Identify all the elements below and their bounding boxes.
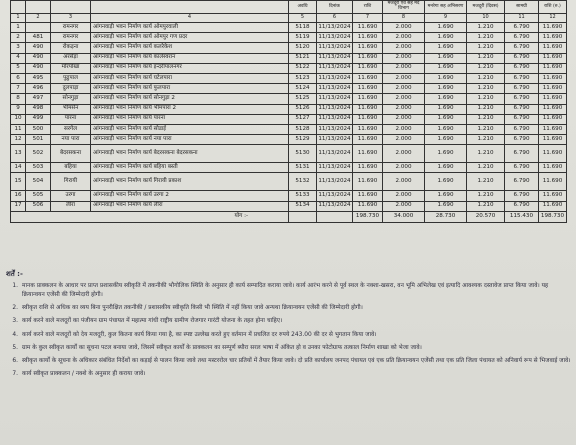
table-cell: 16	[11, 191, 26, 201]
condition-text: कार्य करने वाले मजदूरों को देय मजदूरी, कुल कितना कार्य किया गया है, का स्पष्ट उल्लेख करते हुए वर्तमान में प्रचलित दर रुपये 243.00 की दर से भुगतान किया जावे।	[22, 331, 377, 338]
table-cell: 8	[11, 94, 26, 104]
column-number-cell: 11	[505, 14, 539, 23]
table-cell: 5120	[289, 43, 317, 53]
table-cell: 5122	[289, 63, 317, 73]
header-cell	[91, 1, 289, 14]
table-cell: 4	[11, 53, 26, 63]
table-cell: 1.690	[425, 104, 467, 114]
table-cell: रामनगर	[51, 33, 91, 43]
table-cell: 11.690	[539, 23, 567, 33]
table-cell: 5124	[289, 84, 317, 94]
table-cell: 5121	[289, 53, 317, 63]
header-cell: दिनांक	[317, 1, 353, 14]
table-cell: 2.000	[383, 94, 425, 104]
table-cell: रामनगर	[51, 23, 91, 33]
table-cell: 11/13/2024	[317, 173, 353, 191]
table-cell: आंगनवाड़ी भवन निर्माण कार्य नया पारा	[91, 135, 289, 145]
total-material: 28.730	[425, 211, 467, 222]
table-cell: आंगनवाड़ी भवन निर्माण कार्य लीरा	[91, 201, 289, 211]
table-cell: 11/13/2024	[317, 104, 353, 114]
header-cell: सामग्री	[505, 1, 539, 14]
table-cell: 11.690	[353, 33, 383, 43]
table-cell: 11/13/2024	[317, 135, 353, 145]
total-label: योग :-	[11, 211, 289, 222]
table-cell: 1.690	[425, 53, 467, 63]
condition-number: 4.	[12, 331, 18, 338]
table-cell: 490	[26, 63, 51, 73]
table-cell: पुढुपाल	[51, 73, 91, 83]
table-cell: 11.690	[353, 43, 383, 53]
table-cell: आंगनवाड़ी भवन निर्माण कार्य उरगा 2	[91, 191, 289, 201]
table-cell: आंगनवाड़ी भवन निर्माण कार्य सोडाई	[91, 124, 289, 134]
table-cell: 1.690	[425, 145, 467, 163]
table-cell: 1.690	[425, 63, 467, 73]
table-row	[11, 201, 567, 211]
header-cell: मजदूरी एवं सह मद विभाग	[383, 1, 425, 14]
table-cell: 1.210	[467, 63, 505, 73]
table-cell: 2.000	[383, 145, 425, 163]
table-cell: 6.790	[505, 124, 539, 134]
table-cell: 3	[11, 43, 26, 53]
table-row	[11, 173, 567, 191]
table-cell: 13	[11, 145, 26, 163]
table-cell: 11/13/2024	[317, 145, 353, 163]
table-cell: 11/13/2024	[317, 124, 353, 134]
column-number-cell: 12	[539, 14, 567, 23]
table-cell: 1	[11, 23, 26, 33]
table-row	[11, 84, 567, 94]
table-cell: 6	[11, 73, 26, 83]
table-cell: 2.000	[383, 114, 425, 124]
column-number-cell: 5	[289, 14, 317, 23]
table-cell: 5126	[289, 104, 317, 114]
condition-item	[4, 344, 572, 353]
table-row	[11, 104, 567, 114]
table-cell: 11.690	[353, 191, 383, 201]
table-cell: 6.790	[505, 94, 539, 104]
table-cell: आंगनवाड़ी भवन निर्माण कार्य सोनगुड़ा 2	[91, 94, 289, 104]
table-cell: 11/13/2024	[317, 33, 353, 43]
table-cell: आंगनवाड़ी भवन निर्माण कार्य कालेस्वरान	[91, 53, 289, 63]
table-row	[11, 63, 567, 73]
table-row	[11, 191, 567, 201]
table-cell: 6.790	[505, 173, 539, 191]
conditions-title: शर्तें :-	[6, 270, 23, 278]
table-cell: 11	[11, 124, 26, 134]
table-cell: 11.690	[539, 135, 567, 145]
table-cell: आंगनवाड़ी भवन निर्माण कार्य कलरेकेश	[91, 43, 289, 53]
condition-number: 2.	[12, 305, 18, 312]
column-number-row	[11, 14, 567, 23]
table-cell: 11/13/2024	[317, 73, 353, 83]
table-cell: 6.790	[505, 23, 539, 33]
table-cell: 11.690	[353, 114, 383, 124]
table-cell: दुलपाड़ा	[51, 84, 91, 94]
table-cell: सरगेल	[51, 124, 91, 134]
table-cell: 11.690	[353, 23, 383, 33]
table-cell: 497	[26, 94, 51, 104]
table-cell: 2.000	[383, 124, 425, 134]
table-cell: नया पारा	[51, 135, 91, 145]
sanction-table	[10, 0, 567, 223]
total-amount: 198.730	[353, 211, 383, 222]
condition-item	[4, 357, 572, 366]
table-cell: 11.690	[539, 163, 567, 173]
condition-number: 3.	[12, 318, 18, 325]
table-cell: आंगनवाड़ी भवन निर्माण कार्य बहिया बस्ती	[91, 163, 289, 173]
table-cell: आंगनवाड़ी भवन निर्माण कार्य इन्दरीपालनगर	[91, 63, 289, 73]
table-cell: 6.790	[505, 43, 539, 53]
table-cell: 11.690	[539, 84, 567, 94]
table-row	[11, 163, 567, 173]
table-cell: 11.690	[353, 63, 383, 73]
table-cell: 1.210	[467, 104, 505, 114]
table-cell: 11.690	[353, 73, 383, 83]
table-cell: आंगनवाड़ी भवन निर्माण कार्य पारना	[91, 114, 289, 124]
column-number-cell: 8	[383, 14, 425, 23]
condition-item	[4, 370, 572, 379]
table-cell: 11/13/2024	[317, 63, 353, 73]
table-cell: 5	[11, 63, 26, 73]
condition-text: मानक प्राक्कलन के आधार पर प्राप्त प्रशासकीय स्वीकृति में तकनीकी भौगोलिक स्थिति के अनुसार ही कार्य सम्पादित कराया जावे। कार्य आरंभ करने से पूर्व स्थल के नक्शा-खसरा, वन भूमि अभिलेख एवं इत्यादि आवश्यक दस्तावेज प्राप्त किया जावे। यह क्रियान्वयन एजेंसी की जिम्मेदारी होगी।	[22, 283, 549, 299]
table-cell: 1.690	[425, 94, 467, 104]
table-cell: आंगनवाड़ी भवन निर्माण कार्य ओमपुरवाली	[91, 23, 289, 33]
table-cell: 500	[26, 124, 51, 134]
table-cell: 1.210	[467, 53, 505, 63]
table-cell	[26, 23, 51, 33]
header-cell: मजदूरी (दिवस)	[467, 1, 505, 14]
condition-number: 7.	[12, 370, 18, 377]
condition-text: ग्राम के कुल स्वीकृत कार्यों का सूचना पटल बनाया जावे, जिसमें स्वीकृत कार्यों के प्राक्कलन का सम्पूर्ण ब्यौरा सरल भाषा में अंकित हो व उनका फोटोग्राफ तत्काल निर्माण शाखा को भेजा जावे।	[22, 344, 422, 351]
table-cell: आंगनवाड़ी भवन निर्माण कार्य घटेलपारा	[91, 73, 289, 83]
table-cell: 505	[26, 191, 51, 201]
table-row	[11, 135, 567, 145]
table-cell: 2.000	[383, 73, 425, 83]
table-row	[11, 73, 567, 83]
table-cell: आंगनवाड़ी भवन निर्माण कार्य ओमपुर गण प्रदर	[91, 33, 289, 43]
condition-item	[4, 282, 572, 300]
table-cell: 6.790	[505, 191, 539, 201]
table-cell: बेदरसकना	[51, 145, 91, 163]
table-cell: 6.790	[505, 63, 539, 73]
total-cell	[289, 211, 317, 222]
table-cell: 11/13/2024	[317, 84, 353, 94]
table-cell: 11.690	[353, 84, 383, 94]
column-number-cell: 6	[317, 14, 353, 23]
table-cell: 11.690	[353, 124, 383, 134]
table-cell: 6.790	[505, 163, 539, 173]
table-cell: 2.000	[383, 201, 425, 211]
table-cell: 2.000	[383, 33, 425, 43]
table-row	[11, 94, 567, 104]
table-body	[11, 23, 567, 212]
table-cell: 2.000	[383, 53, 425, 63]
condition-text: स्वीकृत कार्यों के सूचना के अधिकार संबंधित निर्देशों का कड़ाई से पालन किया जावे तथा मस्टररोल चार प्रतियों में तैयार किया जावे। दो प्रति कार्यालय जनपद पंचायत एवं एक प्रति क्रियान्वयन एजेंसी तथा एक प्रति जिला पंचायत को अनिवार्य रूप से भिजवाई जावे।	[22, 357, 571, 364]
table-cell: 10	[11, 114, 26, 124]
table-cell: 1.690	[425, 173, 467, 191]
table-cell: 499	[26, 114, 51, 124]
table-cell: 1.690	[425, 114, 467, 124]
table-row	[11, 23, 567, 33]
table-cell: मोरपोखा	[51, 63, 91, 73]
table-cell: 490	[26, 43, 51, 53]
table-cell: 11.690	[353, 173, 383, 191]
table-cell: 503	[26, 163, 51, 173]
table-cell: 2.000	[383, 43, 425, 53]
table-cell: 11.690	[353, 94, 383, 104]
table-cell: सोनगुड़ा	[51, 94, 91, 104]
total-wage: 34.000	[383, 211, 425, 222]
condition-number: 6.	[12, 357, 18, 364]
table-cell: 11.690	[539, 124, 567, 134]
table-cell: 12	[11, 135, 26, 145]
total-cell	[317, 211, 353, 222]
table-cell: 502	[26, 145, 51, 163]
table-cell: 2.000	[383, 191, 425, 201]
condition-item	[4, 331, 572, 340]
table-cell: 2.000	[383, 84, 425, 94]
table-cell: रोकड़ना	[51, 43, 91, 53]
table-cell: 1.210	[467, 94, 505, 104]
table-cell: 5134	[289, 201, 317, 211]
table-cell: लीरा	[51, 201, 91, 211]
table-cell: 11.690	[539, 43, 567, 53]
table-row	[11, 43, 567, 53]
table-cell: 5132	[289, 173, 317, 191]
table-cell: 11/13/2024	[317, 201, 353, 211]
table-cell: 11.690	[539, 114, 567, 124]
table-cell: 498	[26, 104, 51, 114]
column-number-cell: 4	[91, 14, 289, 23]
table-cell: 1.690	[425, 84, 467, 94]
condition-text: कार्य स्वीकृत प्राक्कलन / नक्शे के अनुसार ही कराया जावे।	[22, 370, 146, 377]
header-cell: अवधि	[289, 1, 317, 14]
table-cell: 9	[11, 104, 26, 114]
column-number-cell: 3	[51, 14, 91, 23]
table-cell: 1.210	[467, 114, 505, 124]
table-cell: 5123	[289, 73, 317, 83]
table-cell: भीमसेन	[51, 104, 91, 114]
table-cell: 2.000	[383, 63, 425, 73]
table-cell: 501	[26, 135, 51, 145]
table-cell: 1.210	[467, 43, 505, 53]
table-cell: 490	[26, 53, 51, 63]
table-cell: 11.690	[353, 53, 383, 63]
table-cell: 6.790	[505, 33, 539, 43]
condition-number: 5.	[12, 344, 18, 351]
table-cell: 6.790	[505, 201, 539, 211]
table-cell: 1.210	[467, 173, 505, 191]
table-cell: 1.210	[467, 191, 505, 201]
table-cell: 1.210	[467, 73, 505, 83]
table-cell: 5125	[289, 94, 317, 104]
table-cell: 2	[11, 33, 26, 43]
table-cell: 11.690	[353, 104, 383, 114]
table-cell: 6.790	[505, 114, 539, 124]
table-cell: 1.690	[425, 135, 467, 145]
table-cell: 481	[26, 33, 51, 43]
table-cell: 11.690	[539, 104, 567, 114]
column-number-cell: 2	[26, 14, 51, 23]
condition-item	[4, 317, 572, 326]
table-cell: 11/13/2024	[317, 53, 353, 63]
table-cell: 11.690	[539, 94, 567, 104]
table-cell: 1.690	[425, 43, 467, 53]
header-cell: राशि	[353, 1, 383, 14]
table-row	[11, 124, 567, 134]
table-cell: 1.690	[425, 73, 467, 83]
table-cell: 15	[11, 173, 26, 191]
table-cell: 1.690	[425, 191, 467, 201]
table-cell: 1.210	[467, 163, 505, 173]
table-cell: 504	[26, 173, 51, 191]
header-cell	[11, 1, 26, 14]
table-cell: 1.210	[467, 124, 505, 134]
table-cell: 7	[11, 84, 26, 94]
table-cell: 11/13/2024	[317, 94, 353, 104]
column-number-cell: 7	[353, 14, 383, 23]
header-cell: मनरेगा सह अभिसरण	[425, 1, 467, 14]
table-row	[11, 114, 567, 124]
table-cell: 17	[11, 201, 26, 211]
table-cell: 11.690	[353, 163, 383, 173]
table-cell: 11.690	[353, 135, 383, 145]
table-cell: 5130	[289, 145, 317, 163]
table-cell: 1.210	[467, 33, 505, 43]
table-cell: 6.790	[505, 135, 539, 145]
table-cell: 2.000	[383, 23, 425, 33]
table-cell: 11/13/2024	[317, 23, 353, 33]
column-number-cell: 10	[467, 14, 505, 23]
table-cell: 6.790	[505, 73, 539, 83]
column-number-cell: 1	[11, 14, 26, 23]
table-cell: आंगनवाड़ी भवन निर्माण कार्य बेदरसकना बेदरसकना	[91, 145, 289, 163]
header-row	[11, 1, 567, 14]
total-row	[11, 211, 567, 222]
table-cell: 11/13/2024	[317, 43, 353, 53]
table-cell: 1.210	[467, 145, 505, 163]
table-cell: 11.690	[539, 201, 567, 211]
table-cell: आंगनवाड़ी भवन निर्माण कार्य गिरायी प्रकाश	[91, 173, 289, 191]
table-cell: 5127	[289, 114, 317, 124]
table-cell: 2.000	[383, 173, 425, 191]
header-cell	[51, 1, 91, 14]
table-cell: 1.690	[425, 23, 467, 33]
table-cell: 495	[26, 73, 51, 83]
table-cell: 5133	[289, 191, 317, 201]
table-cell: 506	[26, 201, 51, 211]
table-cell: 496	[26, 84, 51, 94]
conditions-list	[4, 282, 572, 379]
table-cell: उरगा	[51, 191, 91, 201]
table-cell: 5129	[289, 135, 317, 145]
table-cell: 6.790	[505, 53, 539, 63]
table-cell: 5131	[289, 163, 317, 173]
table-cell: 11.690	[539, 63, 567, 73]
table-cell: 14	[11, 163, 26, 173]
table-cell: 5128	[289, 124, 317, 134]
table-cell: आंगनवाड़ी भवन निर्माण कार्य भीमपारा 2	[91, 104, 289, 114]
table-cell: 6.790	[505, 104, 539, 114]
table-cell: 11/13/2024	[317, 114, 353, 124]
table-cell: 11.690	[353, 145, 383, 163]
table-cell: 1.210	[467, 135, 505, 145]
table-cell: 11/13/2024	[317, 163, 353, 173]
column-number-cell: 9	[425, 14, 467, 23]
condition-text: स्वीकृत राशि से अधिक का व्यय बिना पुनरीक्षित तकनीकी / प्रशासकीय स्वीकृति किसी भी स्थिति में नहीं किया जावे अन्यथा क्रियान्वयन एजेंसी की जिम्मेदारी होगी।	[22, 305, 363, 312]
table-cell: गिरायी	[51, 173, 91, 191]
condition-item	[4, 304, 572, 313]
total-mandays: 115.430	[505, 211, 539, 222]
table-cell: 1.210	[467, 23, 505, 33]
table-cell: 11.690	[539, 53, 567, 63]
table-cell: 1.690	[425, 33, 467, 43]
table-cell: 2.000	[383, 104, 425, 114]
condition-text: कार्य करने वाले मजदूरों का पंजीयन ग्राम पंचायत में महात्मा गांधी राष्ट्रीय ग्रामीण रोजगार गारंटी योजना के तहत होना चाहिए।	[22, 318, 283, 325]
table-cell: 5118	[289, 23, 317, 33]
table-cell: 1.210	[467, 84, 505, 94]
table-cell: 1.690	[425, 163, 467, 173]
table-row	[11, 145, 567, 163]
table-cell: 1.690	[425, 124, 467, 134]
table-cell: 11.690	[539, 73, 567, 83]
table-cell: 2.000	[383, 135, 425, 145]
table-cell: 11.690	[539, 191, 567, 201]
condition-number: 1.	[12, 283, 18, 289]
table-cell: आंगनवाड़ी भवन निर्माण कार्य फुलपारा	[91, 84, 289, 94]
table-cell: 11.690	[539, 33, 567, 43]
table-row	[11, 33, 567, 43]
table-cell: पारना	[51, 114, 91, 124]
table-cell: 1.210	[467, 201, 505, 211]
total-final: 198.730	[539, 211, 567, 222]
table-cell: 5119	[289, 33, 317, 43]
conditions-section	[4, 270, 572, 383]
table-cell: 2.000	[383, 163, 425, 173]
table-cell: 11/13/2024	[317, 191, 353, 201]
table-cell: अरसेड़ा	[51, 53, 91, 63]
table-cell: बहिया	[51, 163, 91, 173]
total-skilled: 20.570	[467, 211, 505, 222]
header-cell: राशि (रु.)	[539, 1, 567, 14]
table-cell: 6.790	[505, 84, 539, 94]
table-row	[11, 53, 567, 63]
table-cell: 11.690	[539, 173, 567, 191]
table-cell: 11.690	[539, 145, 567, 163]
table-cell: 11.690	[353, 201, 383, 211]
table-cell: 6.790	[505, 145, 539, 163]
header-cell	[26, 1, 51, 14]
table-cell: 1.690	[425, 201, 467, 211]
